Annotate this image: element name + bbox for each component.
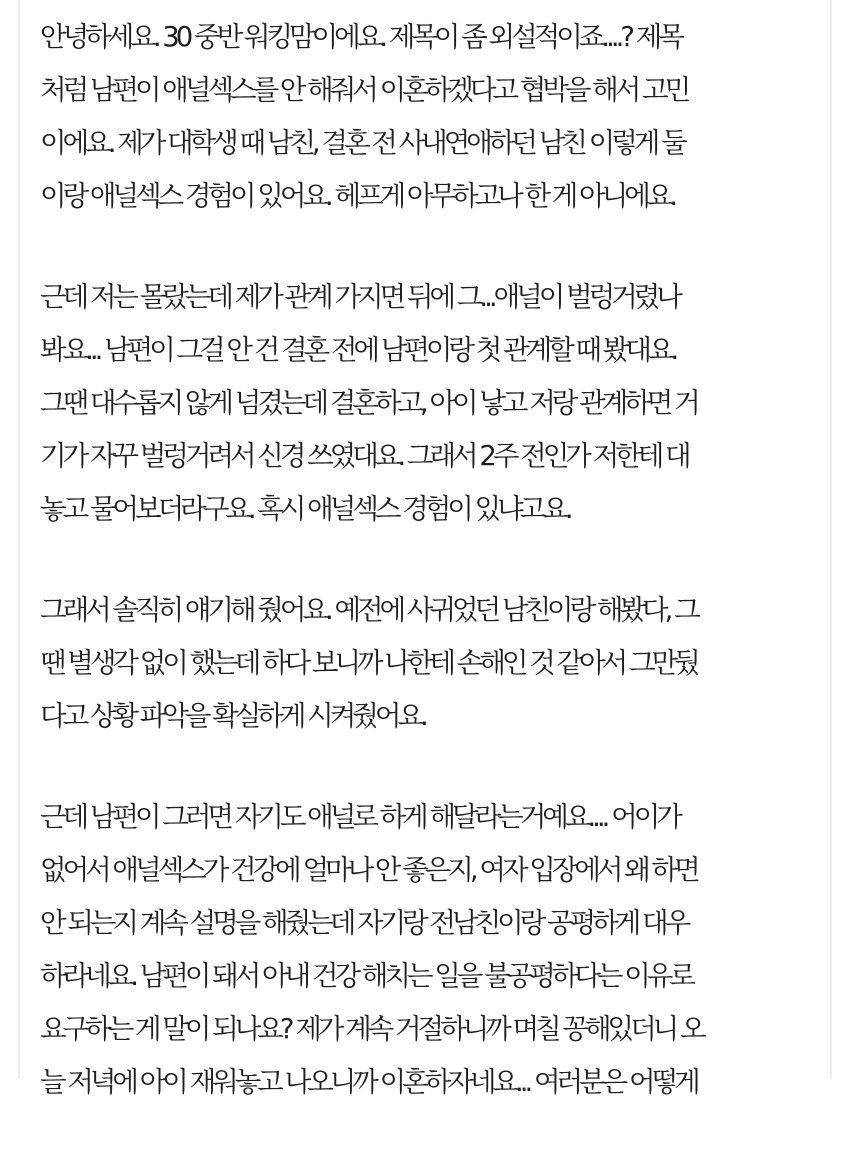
text-line: 이에요. 제가 대학생 때 남친, 결혼 전 사내연애하던 남친 이렇게 둘 [40,127,684,159]
paragraph-1 [40,11,830,223]
text-line: 늘 저녁에 아이 재워놓고 나오니까 이혼하자네요... 여러분은 어떻게 [40,1066,697,1098]
text-line: 그래서 솔직히 얘기해 줬어요. 예전에 사귀었던 남친이랑 해봤다, 그 [40,594,697,626]
text-line: 근데 남편이 그러면 자기도 애널로 하게 해달라는거예요.... 어이가 [40,801,679,833]
text-line: 놓고 물어보더라구요. 혹시 애널섹스 경험이 있냐고요. [40,493,570,525]
paragraph-3 [40,584,830,743]
text-line: 기가 자꾸 벌렁거려서 신경 쓰였대요. 그래서 2주 전인가 저한테 대 [40,440,688,472]
right-border-line [830,0,832,1078]
text-line: 없어서 애널섹스가 건강에 얼마나 안 좋은지, 여자 입장에서 왜 하면 [40,854,697,886]
text-line: 땐 별생각 없이 했는데 하다 보니까 나한테 손해인 것 같아서 그만뒀 [40,647,697,679]
text-line: 그땐 대수롭지 않게 넘겼는데 결혼하고, 아이 낳고 저랑 관계하면 거 [40,387,697,419]
text-line: 요구하는 게 말이 되나요? 제가 계속 거절하니까 며칠 꽁해있더니 오 [40,1013,703,1045]
text-line: 처럼 남편이 애널섹스를 안 해줘서 이혼하겠다고 협박을 해서 고민 [40,74,688,106]
text-line: 하라네요. 남편이 돼서 아내 건강 해치는 일을 불공평하다는 이유로 [40,960,692,992]
text-line: 안 되는지 계속 설명을 해줬는데 자기랑 전남친이랑 공평하게 대우 [40,907,688,939]
text-line: 봐요... 남편이 그걸 안 건 결혼 전에 남편이랑 첫 관계할 때 봤대요. [40,334,676,366]
paragraph-4 [40,791,830,1109]
text-line: 안녕하세요. 30 중반 워킹맘이에요. 제목이 좀 외설적이죠....? 제목 [40,21,681,53]
text-line: 근데 저는 몰랐는데 제가 관계 가지면 뒤에 그...애널이 벌렁거렸나 [40,281,679,313]
text-line: 다고 상황 파악을 확실하게 시켜줬어요. [40,700,425,732]
text-line: 이랑 애널섹스 경험이 있어요. 헤프게 아무하고나 한 게 아니에요. [40,180,675,212]
article-body [40,11,830,1157]
paragraph-2 [40,271,830,536]
left-border-line [18,0,20,1078]
